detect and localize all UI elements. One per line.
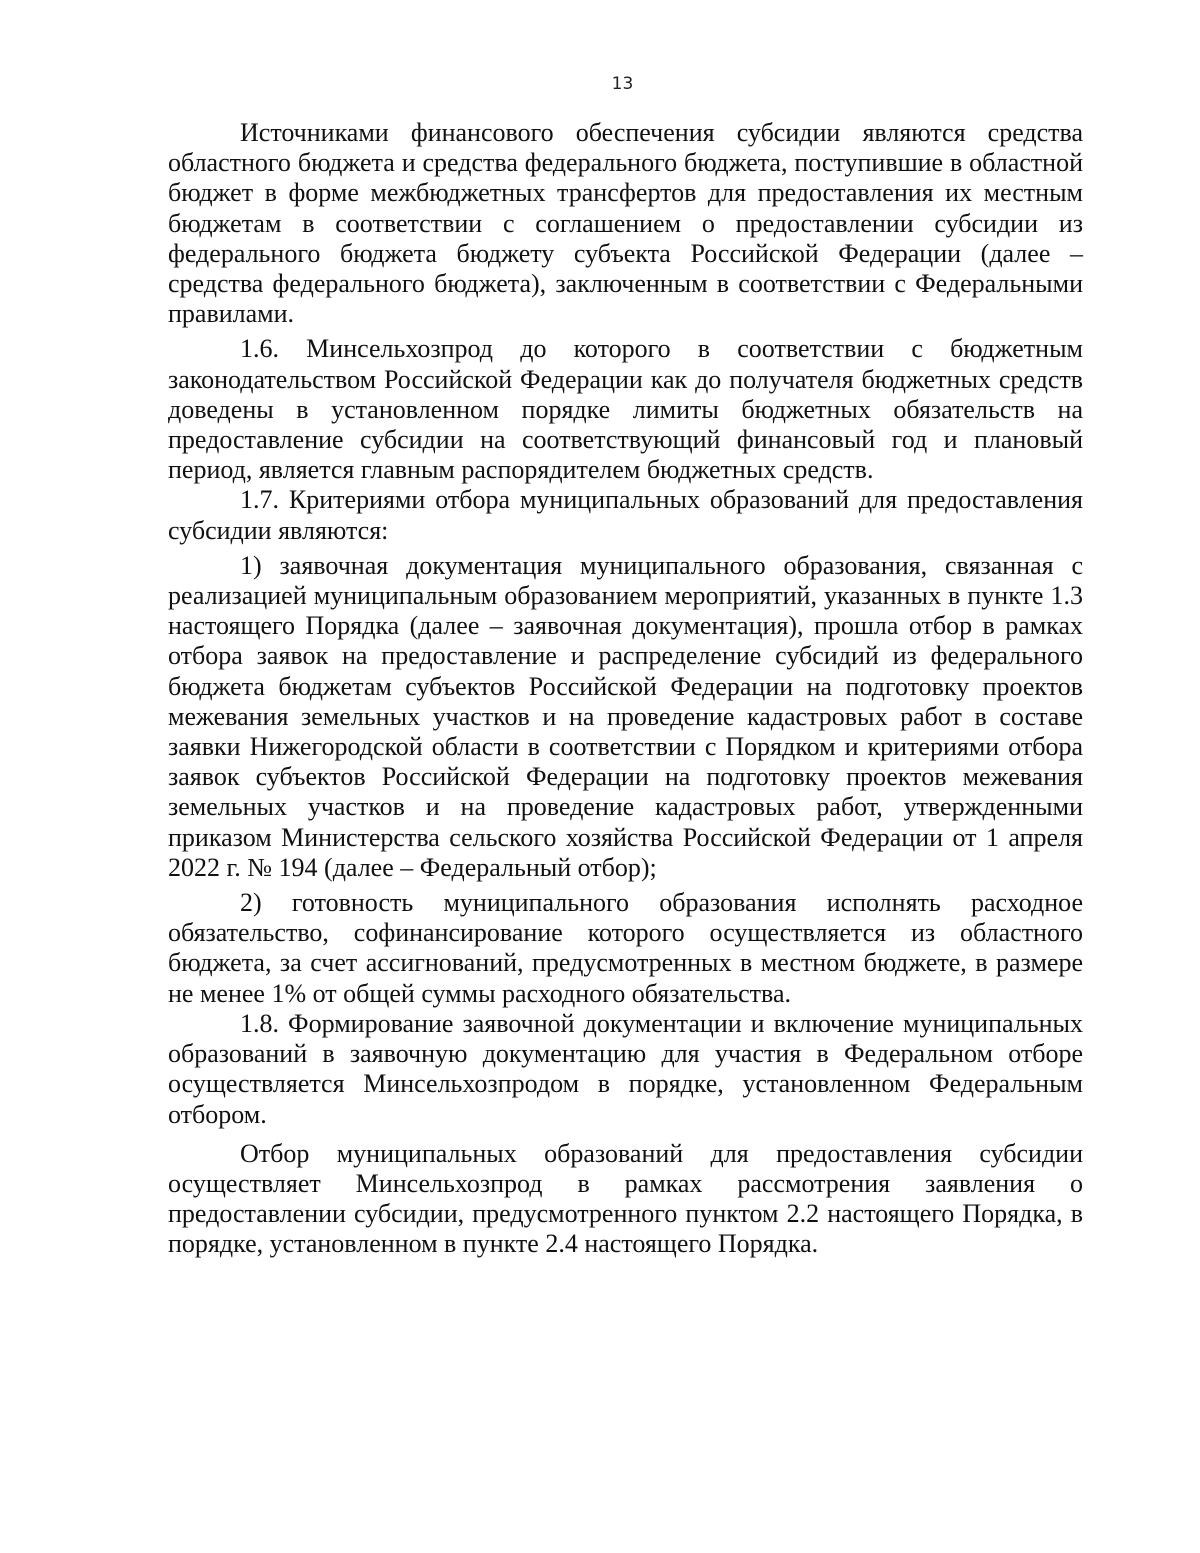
paragraph-1-7: 1.7. Критериями отбора муниципальных образований для предоставления субсидии являются:	[168, 485, 1083, 545]
document-body	[168, 118, 1083, 1260]
paragraph-criterion-1: 1) заявочная документация муниципального образования, связанная с реализацией муниципальным образованием мероприятий, указанных в пункте 1.3 настоящего Порядка (далее – заявочная документация), прошла отбор в рамках отбора заявок на предоставление и распределение субсидий из федерального бюджета бюджетам субъектов Российской Федерации на подготовку проектов межевания земельных участков и на проведение кадастровых работ в составе заявки Нижегородской области в соответствии с Порядком и критериями отбора заявок субъектов Российской Федерации на подготовку проектов межевания земельных участков и на проведение кадастровых работ, утвержденными приказом Министерства сельского хозяйства Российской Федерации от 1 апреля 2022 г. № 194 (далее – Федеральный отбор);	[168, 550, 1083, 882]
paragraph-1-6: 1.6. Минсельхозпрод до которого в соответствии с бюджетным законодательством Российской Федерации как до получателя бюджетных средств доведены в установленном порядке лимиты бюджетных обязательств на предоставление субсидии на соответствующий финансовый год и плановый период, является главным распорядителем бюджетных средств.	[168, 334, 1083, 485]
paragraph-selection: Отбор муниципальных образований для предоставления субсидии осуществляет Минсельхозпрод в рамках рассмотрения заявления о предоставлении субсидии, предусмотренного пунктом 2.2 настоящего Порядка, в порядке, установленном в пункте 2.4 настоящего Порядка.	[168, 1138, 1083, 1259]
paragraph-criterion-2: 2) готовность муниципального образования исполнять расходное обязательство, софинансирование которого осуществляется из областного бюджета, за счет ассигнований, предусмотренных в местном бюджете, в размере не менее 1% от общей суммы расходного обязательства.	[168, 888, 1083, 1008]
paragraph-1-8: 1.8. Формирование заявочной документации и включение муниципальных образований в заявочную документацию для участия в Федеральном отборе осуществляется Минсельхозпродом в порядке, установленном Федеральным отбором.	[168, 1008, 1083, 1129]
paragraph-funding-sources: Источниками финансового обеспечения субсидии являются средства областного бюджета и средства федерального бюджета, поступившие в областной бюджет в форме межбюджетных трансфертов для предоставления их местным бюджетам в соответствии с соглашением о предоставлении субсидии из федерального бюджета бюджету субъекта Российской Федерации (далее – средства федерального бюджета), заключенным в соответствии с Федеральными правилами.	[168, 118, 1083, 329]
page-number: 13	[611, 74, 634, 94]
